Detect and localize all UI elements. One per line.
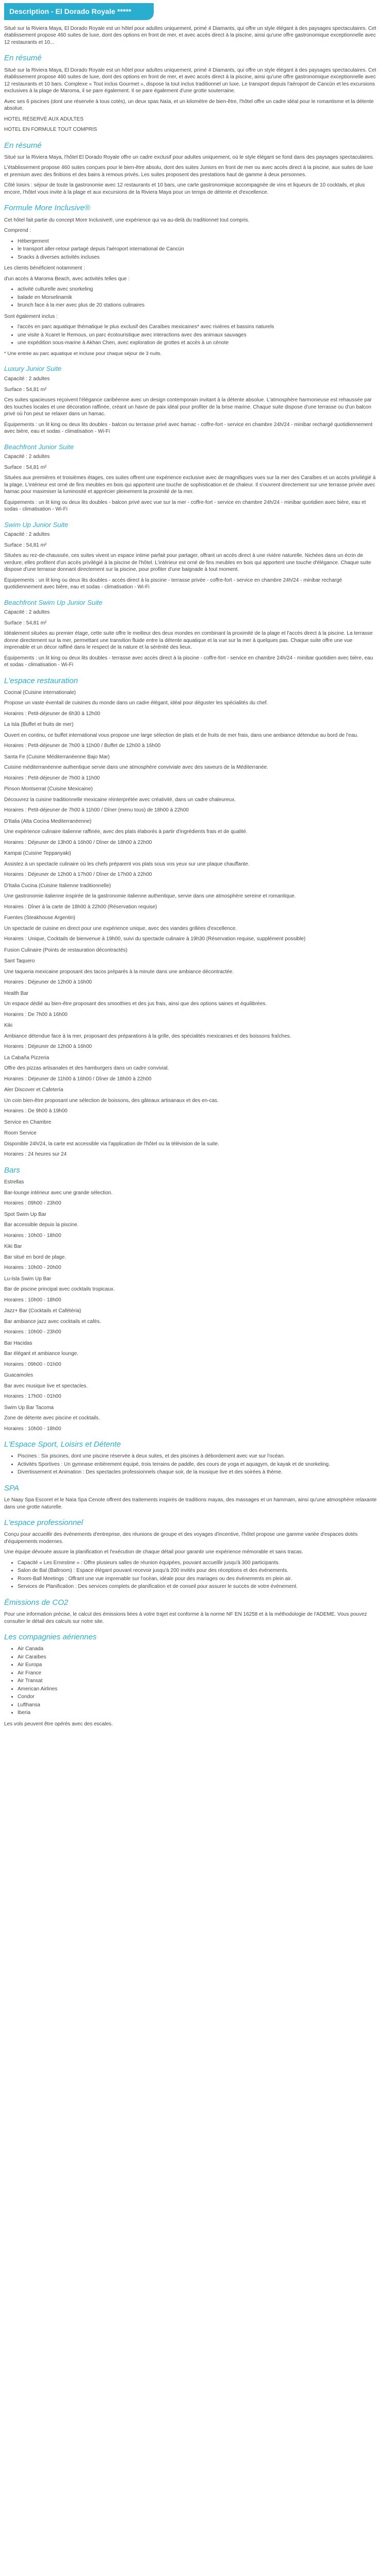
bar-entry bbox=[4, 1340, 379, 1368]
bar-entry bbox=[4, 1179, 379, 1207]
restaurant-hours: Horaires : De 9h00 à 19h00 bbox=[4, 1108, 68, 1114]
restaurant-entry bbox=[4, 850, 379, 878]
pro-lead: Conçu pour accueillir des événements d'entreprise, des réunions de groupe et des voyages d'incentive, l'hôtel propose une gamme variée d'espaces dotés d'équipements modernes. bbox=[4, 1532, 358, 1545]
restaurant-entry bbox=[4, 958, 379, 986]
restaurant-name: Service en Chambre bbox=[4, 1119, 52, 1125]
list-item: • Salon de Bal (Ballroom) : Espace élégant pouvant recevoir jusqu'à 200 invités pour des réceptions et des événements. bbox=[18, 1567, 379, 1574]
restaurant-entry bbox=[4, 689, 379, 718]
co2-text: Pour une information précise, le calcul des émissions liées à votre trajet est conforme à la norme NF EN 16258 et à la méthodologie de l'ADEME. Vous pouvez consulter le détail des calculs sur notre site. bbox=[4, 1612, 367, 1624]
restaurant-entry bbox=[4, 1130, 379, 1158]
airline-item: • Condor bbox=[18, 1693, 379, 1701]
bar-entry bbox=[4, 1404, 379, 1433]
list-item: • Room-Ball Meetings : Offrant une vue imprenable sur l'océan, idéale pour des mariages ou des événements en plein air. bbox=[18, 1575, 379, 1583]
bar-hours: Horaires : 10h00 - 23h00 bbox=[4, 1329, 61, 1335]
list-item: • Piscines : Six piscines, dont une piscine réservée à deux suites, et des piscines à débordement avec vue sur l'océan. bbox=[18, 1453, 379, 1460]
restaurant-entry bbox=[4, 1022, 379, 1050]
restaurant-entry bbox=[4, 947, 379, 954]
bar-desc: Bar accessible depuis la piscine. bbox=[4, 1222, 79, 1228]
bar-name: Guacamoles bbox=[4, 1372, 34, 1379]
bar-hours: Horaires : 10h00 - 18h00 bbox=[4, 1426, 61, 1432]
list-item: • Hébergement bbox=[18, 238, 379, 245]
bar-entry bbox=[4, 1276, 379, 1304]
sport-list bbox=[4, 1453, 379, 1476]
bar-desc: Bar avec musique live et spectacles. bbox=[4, 1383, 88, 1389]
restaurant-desc: Un coin bien-être proposant une sélection de boissons, des gâteaux artisanaux et des en-cas. bbox=[4, 1097, 219, 1104]
spa-title: SPA bbox=[4, 1483, 19, 1493]
list-item: • une expédition sous-marine à Akhan Chen, avec exploration de grottes et accès à un cénote bbox=[18, 340, 379, 347]
formule-title: Formule More Inclusive® bbox=[4, 204, 90, 213]
formule-list-3 bbox=[4, 324, 379, 347]
restaurant-hours: Horaires : Petit-déjeuner de 6h30 à 12h00 bbox=[4, 710, 101, 717]
bars-list bbox=[4, 1179, 379, 1432]
description-banner: Description - El Dorado Royale ***** bbox=[4, 3, 154, 20]
formule-note: d'un accès à Maroma Beach, avec activités telles que : bbox=[4, 276, 130, 282]
bar-entry bbox=[4, 1243, 379, 1272]
formule-list bbox=[4, 238, 379, 261]
situation-title: En résumé bbox=[4, 141, 42, 150]
restaurant-hours: Horaires : Déjeuner de 11h00 à 16h00 / Dîner de 18h00 à 22h00 bbox=[4, 1076, 152, 1082]
formule-note: Les clients bénéficient notamment : bbox=[4, 265, 85, 272]
restaurant-hours: Horaires : Déjeuner de 13h00 à 16h00 / Dîner de 18h00 à 22h00 bbox=[4, 839, 152, 845]
room-capacity: Capacité : 2 adultes bbox=[4, 376, 50, 382]
intro-block bbox=[4, 25, 379, 46]
bar-hours: Horaires : 10h00 - 20h00 bbox=[4, 1265, 61, 1271]
bar-desc: Bar de piscine principal avec cocktails tropicaux. bbox=[4, 1286, 115, 1293]
restaurant-hours: Horaires : Déjeuner de 12h00 à 16h00 bbox=[4, 1044, 92, 1050]
restaurant-name: Kampai (Cuisine Teppanyaki) bbox=[4, 851, 71, 857]
bar-name: Kiki Bar bbox=[4, 1244, 22, 1250]
restaurant-entry bbox=[4, 990, 379, 1019]
restaurant-hours: Horaires : 24 heures sur 24 bbox=[4, 1151, 67, 1158]
bar-hours: Horaires : 17h00 - 01h00 bbox=[4, 1394, 61, 1400]
room-equipment: Équipements : un lit king ou deux lits doubles - accès direct à la piscine - terrasse privée - coffre-fort - service en chambre 24h/24 - minibar rechargé quotidiennement avec bière, eau et sodas - climatisation - Wi-Fi bbox=[4, 577, 343, 590]
formule-list-2 bbox=[4, 286, 379, 309]
room-description: Situées aux premières et troisièmes étages, ces suites offrent une expérience exclusive avec de magnifiques vues sur la mer des Caraïbes et un accès privilégié à la plage. L'intérieur est orné de fins meubles en bois qui apportent une touche de sophistication et de chaleur. Il s'ouvrent directement sur une terrasse privée avec hamac pour maximiser la luminosité et apprécier pleinement la proximité de la mer. bbox=[4, 475, 376, 495]
restaurant-name: La Cabaña Pizzeria bbox=[4, 1055, 50, 1061]
restaurant-hours: Horaires : De 7h00 à 16h00 bbox=[4, 1011, 68, 1018]
list-item: • une visite à Xcaret le Remous, un parc écotouristique avec interactions avec des animaux sauvages bbox=[18, 332, 379, 339]
airline-item: • Lufthansa bbox=[18, 1702, 379, 1709]
restaurant-desc: Propose un vaste éventail de cuisines du monde dans un cadre élégant, idéal pour déguster les spécialités du chef. bbox=[4, 700, 268, 706]
pro-title: L'espace professionnel bbox=[4, 1518, 83, 1528]
restaurant-name: Santa Fe (Cuisine Méditerranéenne Bajo Mar) bbox=[4, 754, 110, 760]
restaurant-desc: Découvrez la cuisine traditionnelle mexicaine réinterprétée avec créativité, dans un cadre chaleureux. bbox=[4, 796, 236, 803]
intro-paragraph-full: Situé sur la Riviera Maya, El Dorado Royale est un hôtel pour adultes uniquement, primé 4 Diamants, qui offre un style élégant à des paysages spectaculaires. Cet établissement propose 460 suites de luxe, dont des options en front de mer, et avec accès direct à la piscine, ainsi qu'une offre gastronomique exceptionnelle avec 12 restaurants et 10 bars. Complexe « Tout inclus Gourmet », dispose la tout inclus traditionnel un luxe. Le transport depuis l'aéroport de Cancún et les excursions exclusives à la plage de Maroma, il se pare également. Il se pare également d'une grotte souterraine. bbox=[4, 67, 377, 94]
restaurant-entry bbox=[4, 883, 379, 911]
restaurant-desc: Cuisine méditerranéenne authentique servie dans une atmosphère conviviale avec des saveurs de la Méditerranée. bbox=[4, 765, 268, 771]
room-equipment: Équipements : un lit king ou deux lits doubles - balcon privé avec vue sur la mer - coffre-fort - service en chambre 24h/24 - minibar quotidien avec bière, eau et sodas - climatisation - Wi-Fi bbox=[4, 499, 366, 513]
airline-item: • Air Caraïbes bbox=[18, 1654, 379, 1661]
bar-entry bbox=[4, 1308, 379, 1336]
room-luxury-junior-suite bbox=[4, 364, 379, 435]
bar-hours: Horaires : 09h00 - 01h00 bbox=[4, 1361, 61, 1367]
formule-lead: Cet hôtel fait partie du concept More Inclusive®, une expérience qui va au-delà du traditionnel tout compris. bbox=[4, 217, 250, 223]
airline-item: • Air Transat bbox=[18, 1677, 379, 1685]
restaurant-name: La Isla (Buffet et fruits de mer) bbox=[4, 722, 74, 728]
airlines-list bbox=[4, 1646, 379, 1717]
restaurant-hours: Horaires : Petit-déjeuner de 7h00 à 11h00 bbox=[4, 775, 100, 781]
intro-paragraph-wellness: Avec ses 6 piscines (dont une réservée à tous cotés), un deux spas Naïa, et un kilomètre de bien-être, l'hôtel offre un cadre idéal pour le romantisme et la détente absolue. bbox=[4, 98, 374, 112]
room-title: Luxury Junior Suite bbox=[4, 365, 62, 373]
sport-title: L'Espace Sport, Loisirs et Détente bbox=[4, 1440, 121, 1449]
bars-title: Bars bbox=[4, 1165, 20, 1175]
bar-entry bbox=[4, 1211, 379, 1240]
restaurant-desc: Une gastronomie italienne inspirée de la gastronomie italienne authentique, servie dans une atmosphère sereine et romantique. bbox=[4, 893, 296, 900]
restaurant-entry bbox=[4, 1119, 379, 1126]
room-size: Surface : 54,81 m² bbox=[4, 386, 47, 393]
room-size: Surface : 54,81 m² bbox=[4, 620, 47, 626]
airline-item: • Air Canada bbox=[18, 1646, 379, 1653]
airline-item: • Air France bbox=[18, 1670, 379, 1677]
room-title: Swim Up Junior Suite bbox=[4, 520, 69, 529]
airline-item: • Iberia bbox=[18, 1709, 379, 1717]
restaurant-hours: Horaires : Déjeuner de 12h00 à 16h00 bbox=[4, 979, 92, 986]
bar-desc: Bar situé en bord de plage. bbox=[4, 1254, 67, 1260]
room-description: Situées au rez-de-chaussée, ces suites vivent un espace intime parfait pour partager, offrant un accès direct à une rivière naturelle. Nichées dans un écrin de verdure, elles profitent d'un accès privilégié à la piscine de l'hôtel. L'intérieur est orné de fins meubles en bois qui apportent une touche d'élégance. Chaque suite dispose d'une terrasse donnant directement sur la piscine, pour profiter d'une baignade à tout moment. bbox=[4, 553, 371, 573]
room-title: Beachfront Junior Suite bbox=[4, 443, 74, 451]
restaurant-name: Health Bar bbox=[4, 990, 29, 996]
list-item: • activité culturelle avec snorkeling bbox=[18, 286, 379, 293]
restaurant-desc: Un espace dédié au bien-être proposant des smoothies et des jus frais, ainsi que des options saines et équilibrées. bbox=[4, 1001, 267, 1007]
room-capacity: Capacité : 2 adultes bbox=[4, 532, 50, 538]
bar-desc: Bar-lounge intérieur avec une grande sélection. bbox=[4, 1190, 113, 1196]
restaurant-name: Fusion Culinaire (Points de restauration décontractés) bbox=[4, 947, 128, 953]
bar-hours: Horaires : 10h00 - 18h00 bbox=[4, 1232, 61, 1239]
room-description: Ces suites spacieuses reçoivent l'élégance caribéenne avec un design contemporain invitant à la détente absolue. L'atmosphère harmonieuse est rehaussée par des touches locales et une décoration raffinée, créant un havre de paix idéal pour profiter de la brise marine. Chaque suite dispose d'une terrasse ou d'un balcon privé où l'on peut se relaxer dans un hamac. bbox=[4, 397, 372, 417]
restaurant-name: Aler Discover et Cafetería bbox=[4, 1087, 63, 1093]
airlines-title: Les compagnies aériennes bbox=[4, 1633, 97, 1642]
room-equipment: Équipements : un lit king ou deux lits doubles - terrasse avec accès direct à la piscine - coffre-fort - service en chambre 24h/24 - minibar quotidien avec bière, eau et sodas - climatisation - Wi-Fi bbox=[4, 655, 373, 668]
bar-name: Spot Swim Up Bar bbox=[4, 1211, 46, 1217]
formule-note: Sont également inclus : bbox=[4, 313, 58, 319]
restaurant-hours: Horaires : Dîner à la carte de 18h00 à 22h00 (Réservation requise) bbox=[4, 904, 157, 910]
all-inclusive-label: HOTEL EN FORMULE TOUT COMPRIS bbox=[4, 127, 97, 133]
bar-name: Estrellas bbox=[4, 1179, 24, 1185]
restaurant-entry bbox=[4, 1055, 379, 1083]
bar-name: Swim Up Bar Tacoma bbox=[4, 1404, 54, 1411]
list-item: • brunch face à la mer avec plus de 20 stations culinaires bbox=[18, 302, 379, 309]
adults-only-label: HOTEL RÉSERVÉ AUX ADULTES bbox=[4, 116, 84, 122]
restaurant-desc: Un spectacle de cuisine en direct pour une expérience unique, avec des viandes grillées d'excellence. bbox=[4, 925, 237, 931]
airline-item: • Air Europa bbox=[18, 1662, 379, 1669]
room-title: Beachfront Swim Up Junior Suite bbox=[4, 598, 103, 606]
restaurant-entry bbox=[4, 786, 379, 814]
pro-list bbox=[4, 1560, 379, 1590]
room-equipment: Équipements : un lit king ou deux lits doubles - balcon ou terrasse privé avec hamac - coffre-fort - service en chambre 24h/24 - minibar rechargé quotidiennement avec bière, eau et sodas - climatisation - Wi-Fi bbox=[4, 421, 373, 434]
restaurant-name: D'Italia (Alta Cocina Mediterranéenne) bbox=[4, 818, 92, 824]
bar-entry bbox=[4, 1372, 379, 1400]
restaurant-entry bbox=[4, 818, 379, 846]
room-size: Surface : 54,81 m² bbox=[4, 542, 47, 548]
restaurant-desc: Une expérience culinaire italienne raffinée, avec des plats élaborés à partir d'ingrédients frais et de qualité. bbox=[4, 829, 248, 835]
restaurant-name: D'Italia Cucina (Cuisine Italienne traditionnelle) bbox=[4, 883, 111, 889]
situation-paragraph: L'établissement propose 460 suites conçues pour le bien-être absolu, dont des suites Juniors en front de mer ou avec accès direct à la piscine, aux suites de luxe et premium avec des finitions et des bains à remous privés. Les suites proposent des prestations haut de gamme à deux personnes. bbox=[4, 165, 373, 178]
summary-title: En résumé bbox=[4, 54, 42, 63]
list-item: • le transport aller-retour partagé depuis l'aéroport international de Cancún bbox=[18, 246, 379, 253]
list-item: • Capacité « Les Ernestine » : Offre plusieurs salles de réunion équipées, pouvant accueillir jusqu'à 300 participants. bbox=[18, 1560, 379, 1567]
bar-desc: Zone de détente avec piscine et cocktails. bbox=[4, 1415, 100, 1421]
situation-paragraph: Côté loisirs : séjour de toute la gastronomie avec 12 restaurants et 10 bars, une carte gastronomique accompagnée de vins et liqueurs de 10 cocktails, et plus encore, l'hôtel vous invite à la plage et aux excursions de la Riviera Maya pour un temps de détente et d'excellence. bbox=[4, 182, 365, 195]
bar-hours: Horaires : 09h00 - 23h00 bbox=[4, 1200, 61, 1207]
restaurant-name: Cocinal (Cuisine internationale) bbox=[4, 689, 76, 696]
room-description: Idéalement situées au premier étage, cette suite offre le meilleur des deux mondes en combinant la proximité de la plage et l'accès direct à la piscine. La terrasse donne directement sur la mer, permettant une transition fluide entre la détente aquatique et la vue sur la mer à quelques pas. Chaque suite offre une vue imprenable et un décor raffiné dans le respect de la nature et la sérénité des lieux. bbox=[4, 631, 373, 651]
restaurant-desc: Ambiance détendue face à la mer, proposant des préparations à la grille, des spécialités mexicaines et des boissons fraîches. bbox=[4, 1033, 291, 1039]
restaurant-desc: Disponible 24h/24, la carte est accessible via l'application de l'hôtel ou la télévision de la suite. bbox=[4, 1141, 219, 1147]
room-beachfront-junior-suite bbox=[4, 443, 379, 513]
restaurant-name: Room Service bbox=[4, 1130, 37, 1137]
restaurant-hours: Horaires : Unique, Cocktails de bienvenue à 19h00, suivi du spectacle culinaire à 19h30 (Réservation requise, supplément possible) bbox=[4, 936, 306, 942]
room-capacity: Capacité : 2 adultes bbox=[4, 454, 50, 460]
formule-footnote: * Une entrée au parc aquatique et incluse pour chaque séjour de 3 nuits. bbox=[4, 350, 162, 357]
co2-title: Émissions de CO2 bbox=[4, 1598, 69, 1607]
bar-name: Lu-Isla Swim Up Bar bbox=[4, 1276, 52, 1282]
bar-desc: Bar élégant et ambiance lounge. bbox=[4, 1351, 78, 1357]
restaurant-name: Pinson Montserrat (Cuisine Mexicaine) bbox=[4, 786, 93, 792]
spa-text: Le Naay Spa Escoret et le Naïa Spa Cenote offrent des traitements inspirés de traditions mayas, des massages et un hammam, ainsi qu'une atmosphère relaxante dans une grotte naturelle. bbox=[4, 1497, 377, 1510]
restaurant-entry bbox=[4, 914, 379, 943]
bar-name: Bar Hacidas bbox=[4, 1340, 32, 1346]
restaurant-name: Kiki bbox=[4, 1023, 13, 1029]
airline-item: • American Airlines bbox=[18, 1686, 379, 1693]
restaurants-title: L'espace restauration bbox=[4, 676, 78, 685]
restaurant-desc: Ouvert en continu, ce buffet international vous propose une large sélection de plats et de fruits de mer frais, dans une ambiance détendue au bord de l'eau. bbox=[4, 732, 359, 738]
list-item: • Services de Planification : Des services complets de planification et de conseil pour assurer le succès de votre événement. bbox=[18, 1583, 379, 1590]
restaurant-desc: Assistez à un spectacle culinaire où les chefs préparent vos plats sous vos yeux sur une plaque chauffante. bbox=[4, 861, 250, 867]
bar-desc: Bar ambiance jazz avec cocktails et cafés. bbox=[4, 1318, 101, 1325]
restaurant-name: Fuentes (Steakhouse Argentin) bbox=[4, 915, 75, 921]
room-beachfront-swim-up-junior-suite bbox=[4, 598, 379, 669]
restaurant-entry bbox=[4, 721, 379, 750]
situation-paragraph: Situé sur la Riviera Maya, l'hôtel El Dorado Royale offre un cadre exclusif pour adultes uniquement, où le style élégant se fond dans des paysages spectaculaires. bbox=[4, 154, 374, 160]
bar-name: Jazz+ Bar (Cocktails et Cafétéria) bbox=[4, 1308, 82, 1314]
formule-include-label: Comprend : bbox=[4, 228, 31, 234]
pro-lead-2: Une équipe dévouée assure la planification et l'exécution de chaque détail pour garantir une expérience mémorable et sans tracas. bbox=[4, 1549, 303, 1555]
restaurant-entry bbox=[4, 754, 379, 782]
restaurant-hours: Horaires : Petit-déjeuner de 7h00 à 11h00 / Buffet de 12h00 à 16h00 bbox=[4, 743, 161, 749]
list-item: • Divertissement et Animation : Des spectacles professionnels chaque soir, de la musique live et des soirées à thème. bbox=[18, 1469, 379, 1476]
airlines-footer: Les vols peuvent être opérés avec des escales. bbox=[4, 1721, 113, 1727]
restaurant-desc: Offre des pizzas artisanales et des hamburgers dans un cadre convivial. bbox=[4, 1065, 169, 1072]
list-item: • balade en Morselinamik bbox=[18, 294, 379, 301]
restaurants-list bbox=[4, 689, 379, 1158]
list-item: • l'accès en parc aquatique thématique le plus exclusif des Caraïbes mexicaines* avec rivières et bassins naturels bbox=[18, 324, 379, 331]
restaurant-desc: Une taqueria mexicaine proposant des tacos préparés à la minute dans une ambiance décontractée. bbox=[4, 969, 234, 975]
room-swim-up-junior-suite bbox=[4, 520, 379, 591]
room-size: Surface : 54,81 m² bbox=[4, 464, 47, 470]
restaurant-hours: Horaires : Déjeuner de 12h00 à 17h00 / Dîner de 17h00 à 22h00 bbox=[4, 872, 152, 878]
restaurant-name: Sant Taquero bbox=[4, 958, 35, 964]
restaurant-hours: Horaires : Petit-déjeuner de 7h00 à 11h00 / Dîner (menu tous) de 18h00 à 22h00 bbox=[4, 807, 189, 814]
restaurant-entry bbox=[4, 1087, 379, 1115]
room-capacity: Capacité : 2 adultes bbox=[4, 609, 50, 616]
bar-hours: Horaires : 10h00 - 18h00 bbox=[4, 1297, 61, 1303]
list-item: • Snacks à diverses activités incluses bbox=[18, 254, 379, 261]
intro-paragraph: Situé sur la Riviera Maya, El Dorado Royale est un hôtel pour adultes uniquement, primé 4 Diamants, qui offre un style élégant à des paysages spectaculaires. Cet établissement propose 460 suites de luxe, dont des options en front de mer, et avec accès direct à la piscine, ainsi qu'une offre gastronomique exceptionnelle avec 12 restaurants et 10... bbox=[4, 25, 377, 45]
list-item: • Activités Sportives : Un gymnase entièrement équipé, trois terrains de paddle, des cours de yoga et aquagym, de kayak et de snorkeling. bbox=[18, 1461, 379, 1468]
